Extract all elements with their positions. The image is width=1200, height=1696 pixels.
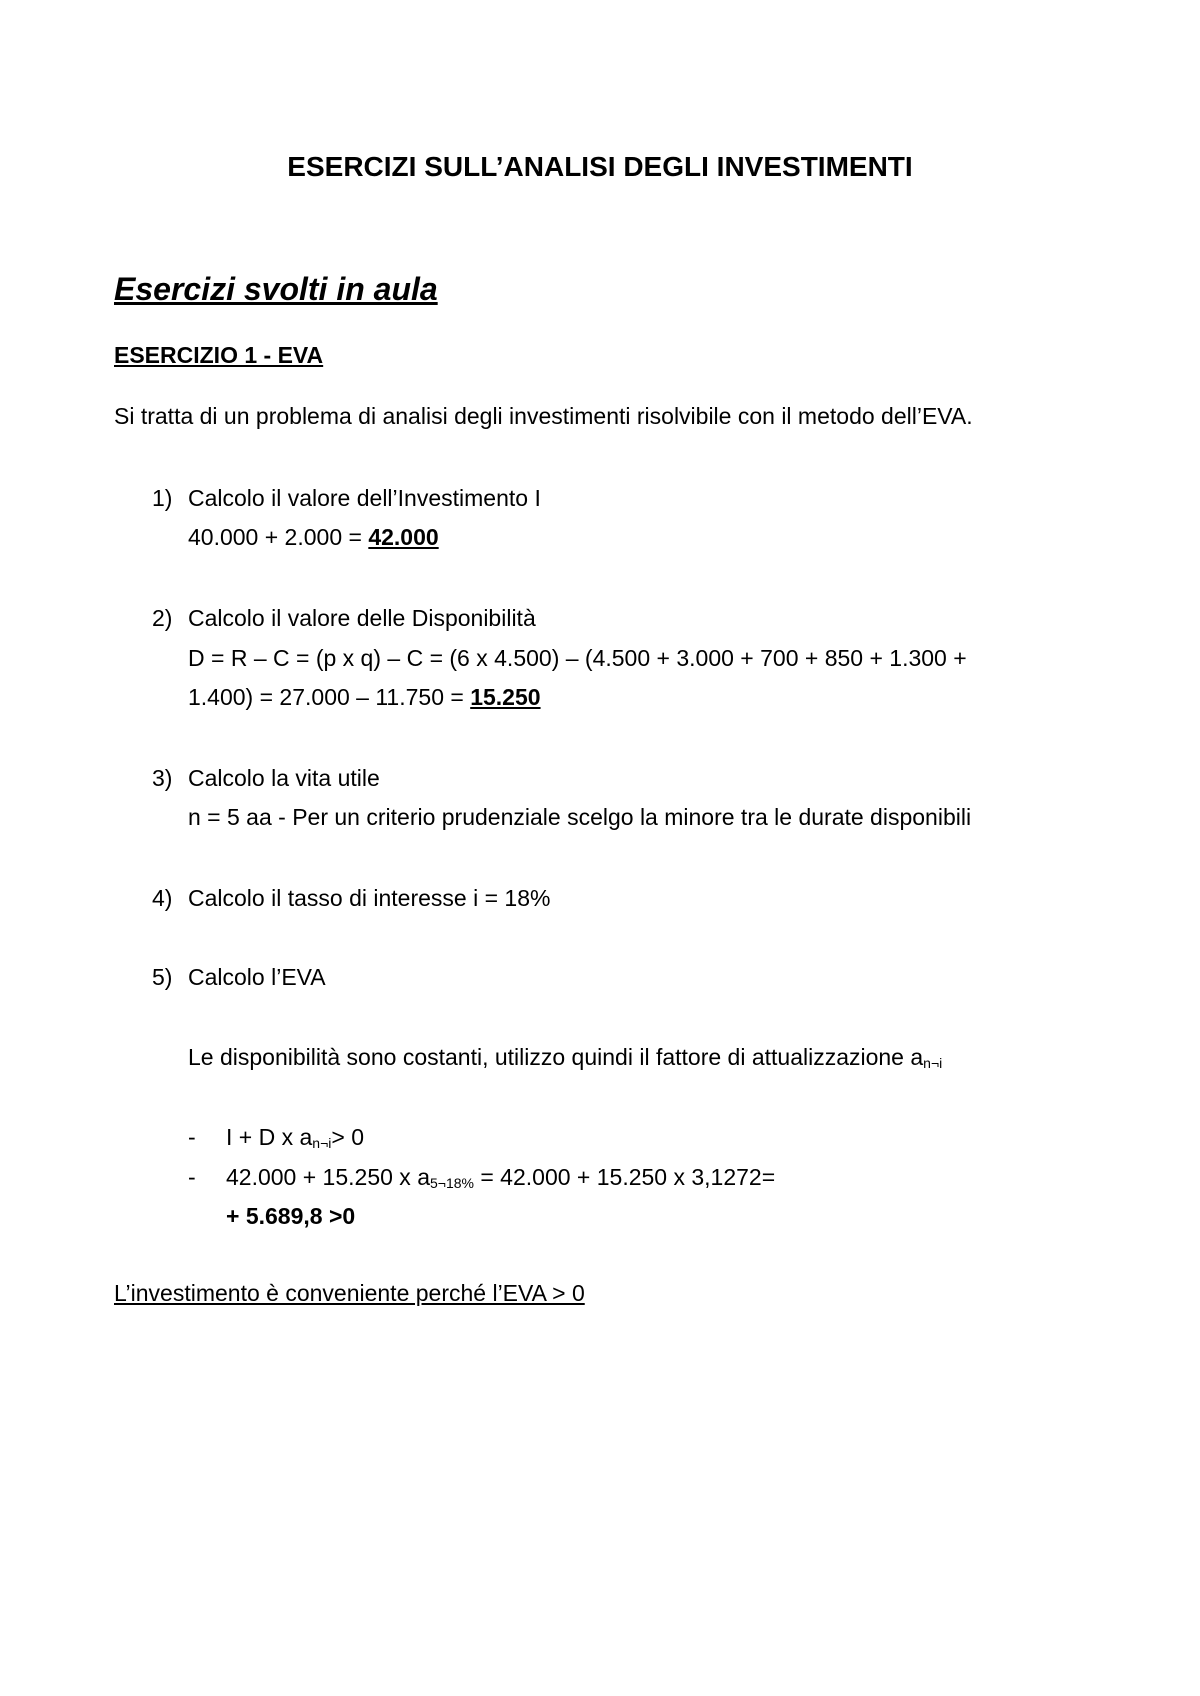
- page-title: ESERCIZI SULL’ANALISI DEGLI INVESTIMENTI: [287, 151, 913, 182]
- intro-paragraph: Si tratta di un problema di analisi degli investimenti risolvibile con il metodo dell’EVA.: [114, 403, 973, 429]
- step-3-title: Calcolo la vita utile: [188, 765, 380, 791]
- section-title: Esercizi svolti in aula: [114, 271, 438, 307]
- step-5-number: 5): [152, 964, 173, 990]
- step-5-note-subscript: n¬i: [923, 1055, 943, 1071]
- step-2-formula-line-1: D = R – C = (p x q) – C = (6 x 4.500) – (4.500 + 3.000 + 700 + 850 + 1.300 +: [188, 645, 967, 671]
- conclusion: L’investimento è conveniente perché l’EVA > 0: [114, 1280, 585, 1306]
- step-3-number: 3): [152, 765, 173, 791]
- step-2-formula-prefix: 1.400) = 27.000 – 11.750 =: [188, 684, 471, 710]
- step-5-title: Calcolo l’EVA: [188, 964, 326, 990]
- step-5-note: [188, 1044, 942, 1072]
- eva-calculation-suffix: = 42.000 + 15.250 x 3,1272=: [473, 1164, 776, 1190]
- eva-calculation-subscript: 5¬18%: [429, 1175, 474, 1191]
- eva-condition-subscript: n¬i: [312, 1135, 332, 1151]
- eva-result: + 5.689,8 >0: [226, 1203, 356, 1229]
- bullet-dash-2: -: [188, 1164, 196, 1190]
- eva-calculation: [226, 1164, 775, 1192]
- step-2-title: Calcolo il valore delle Disponibilità: [188, 605, 536, 631]
- step-1-formula-result: 42.000: [368, 524, 439, 550]
- step-2-number: 2): [152, 605, 173, 631]
- eva-condition-prefix: I + D x a: [226, 1124, 313, 1150]
- eva-calculation-prefix: 42.000 + 15.250 x a: [226, 1164, 430, 1190]
- step-1-formula: [188, 524, 439, 552]
- exercise-heading: ESERCIZIO 1 - EVA: [114, 342, 324, 368]
- step-3-detail: n = 5 aa - Per un criterio prudenziale scelgo la minore tra le durate disponibili: [188, 804, 972, 830]
- step-5-note-text: Le disponibilità sono costanti, utilizzo quindi il fattore di attualizzazione a: [188, 1044, 924, 1070]
- step-2-formula-line-2: [188, 684, 541, 712]
- step-4-number: 4): [152, 885, 173, 911]
- step-4-title: Calcolo il tasso di interesse i = 18%: [188, 885, 551, 911]
- step-1-number: 1): [152, 485, 173, 511]
- eva-condition-suffix: > 0: [331, 1124, 364, 1150]
- bullet-dash-1: -: [188, 1124, 196, 1150]
- step-1-formula-prefix: 40.000 + 2.000 =: [188, 524, 369, 550]
- step-2-formula-result: 15.250: [470, 684, 541, 710]
- eva-condition: [226, 1124, 364, 1152]
- step-1-title: Calcolo il valore dell’Investimento I: [188, 485, 541, 511]
